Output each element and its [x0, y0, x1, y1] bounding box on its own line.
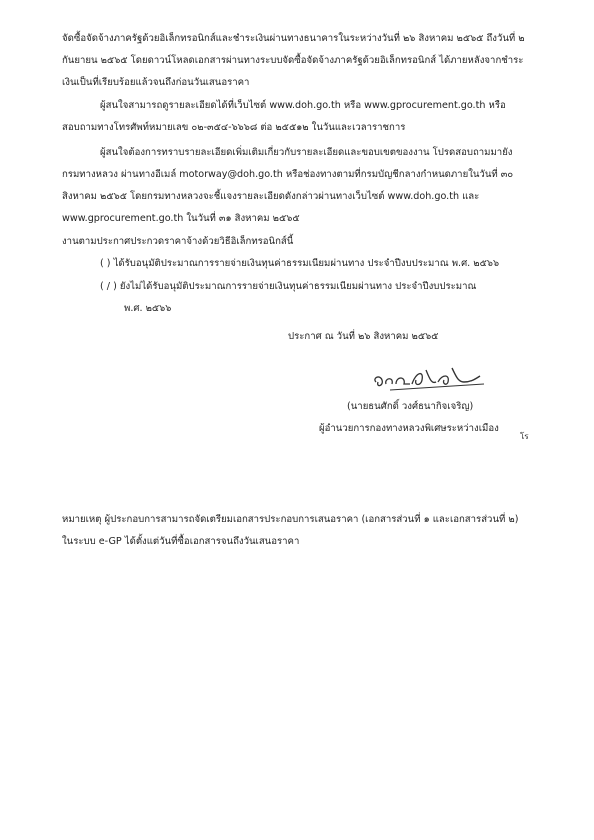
- signatory-name: (นายธนศักดิ์ วงศ์ธนากิจเจริญ): [347, 401, 474, 412]
- remark-text: หมายเหตุ ผู้ประกอบการสามารถจัดเตรียมเอกสารประกอบการเสนอราคา (เอกสารส่วนที่ ๑ และเอกสารส่วนที่ ๒): [62, 514, 519, 525]
- body-text: ผู้สนใจสามารถดูรายละเอียดได้ที่เว็บไซต์ www.doh.go.th หรือ www.gprocurement.go.th หรือ: [100, 100, 506, 111]
- announcement-date: ประกาศ ณ วันที่ ๒๖ สิงหาคม ๒๕๖๕: [288, 331, 439, 342]
- body-text: ผู้สนใจต้องการทราบรายละเอียดเพิ่มเติมเกี่ยวกับรายละเอียดและขอบเขตของงาน โปรดสอบถามมายัง: [100, 147, 513, 158]
- option-not-approved-year: พ.ศ. ๒๕๖๖: [124, 303, 172, 314]
- body-text: สิงหาคม ๒๕๖๕ โดยกรมทางหลวงจะชี้แจงรายละเอียดดังกล่าวผ่านทางเว็บไซต์ www.doh.go.th และ: [62, 191, 480, 202]
- body-text: เงินเป็นที่เรียบร้อยแล้วจนถึงก่อนวันเสนอราคา: [62, 77, 250, 88]
- body-text: จัดซื้อจัดจ้างภาครัฐด้วยอิเล็กทรอนิกส์และชำระเงินผ่านทางธนาคารในระหว่างวันที่ ๒๖ สิงหาคม ๒๕๖๕ ถึงวันที่ ๒: [62, 33, 525, 44]
- body-text: กันยายน ๒๕๖๕ โดยดาวน์โหลดเอกสารผ่านทางระบบจัดซื้อจัดจ้างภาครัฐด้วยอิเล็กทรอนิกส์ ได้ภายหลังจากชำระ: [62, 55, 524, 66]
- initial-mark: โร: [520, 432, 529, 441]
- body-text: www.gprocurement.go.th ในวันที่ ๓๑ สิงหาคม ๒๕๖๕: [62, 213, 300, 224]
- body-text: กรมทางหลวง ผ่านทางอีเมล์ motorway@doh.go.th หรือช่องทางตามที่กรมบัญชีกลางกำหนดภายในวันที่ ๓๐: [62, 169, 514, 180]
- remark-text: ในระบบ e-GP ได้ตั้งแต่วันที่ซื้อเอกสารจนถึงวันเสนอราคา: [62, 536, 300, 547]
- option-not-approved: ( / ) ยังไม่ได้รับอนุมัติประมาณการรายจ่ายเงินทุนค่าธรรมเนียมผ่านทาง ประจำปีงบประมาณ: [100, 281, 477, 292]
- body-text: สอบถามทางโทรศัพท์หมายเลข ๐๒-๓๕๔-๖๖๖๘ ต่อ ๒๕๕๑๒ ในวันและเวลาราชการ: [62, 122, 406, 133]
- signature-image: [366, 362, 496, 396]
- body-text: งานตามประกาศประกวดราคาจ้างด้วยวิธีอิเล็กทรอนิกส์นี้: [62, 236, 294, 247]
- signatory-position: ผู้อำนวยการกองทางหลวงพิเศษระหว่างเมือง: [319, 423, 499, 434]
- option-approved: ( ) ได้รับอนุมัติประมาณการรายจ่ายเงินทุนค่าธรรมเนียมผ่านทาง ประจำปีงบประมาณ พ.ศ. ๒๕๖๖: [100, 258, 500, 269]
